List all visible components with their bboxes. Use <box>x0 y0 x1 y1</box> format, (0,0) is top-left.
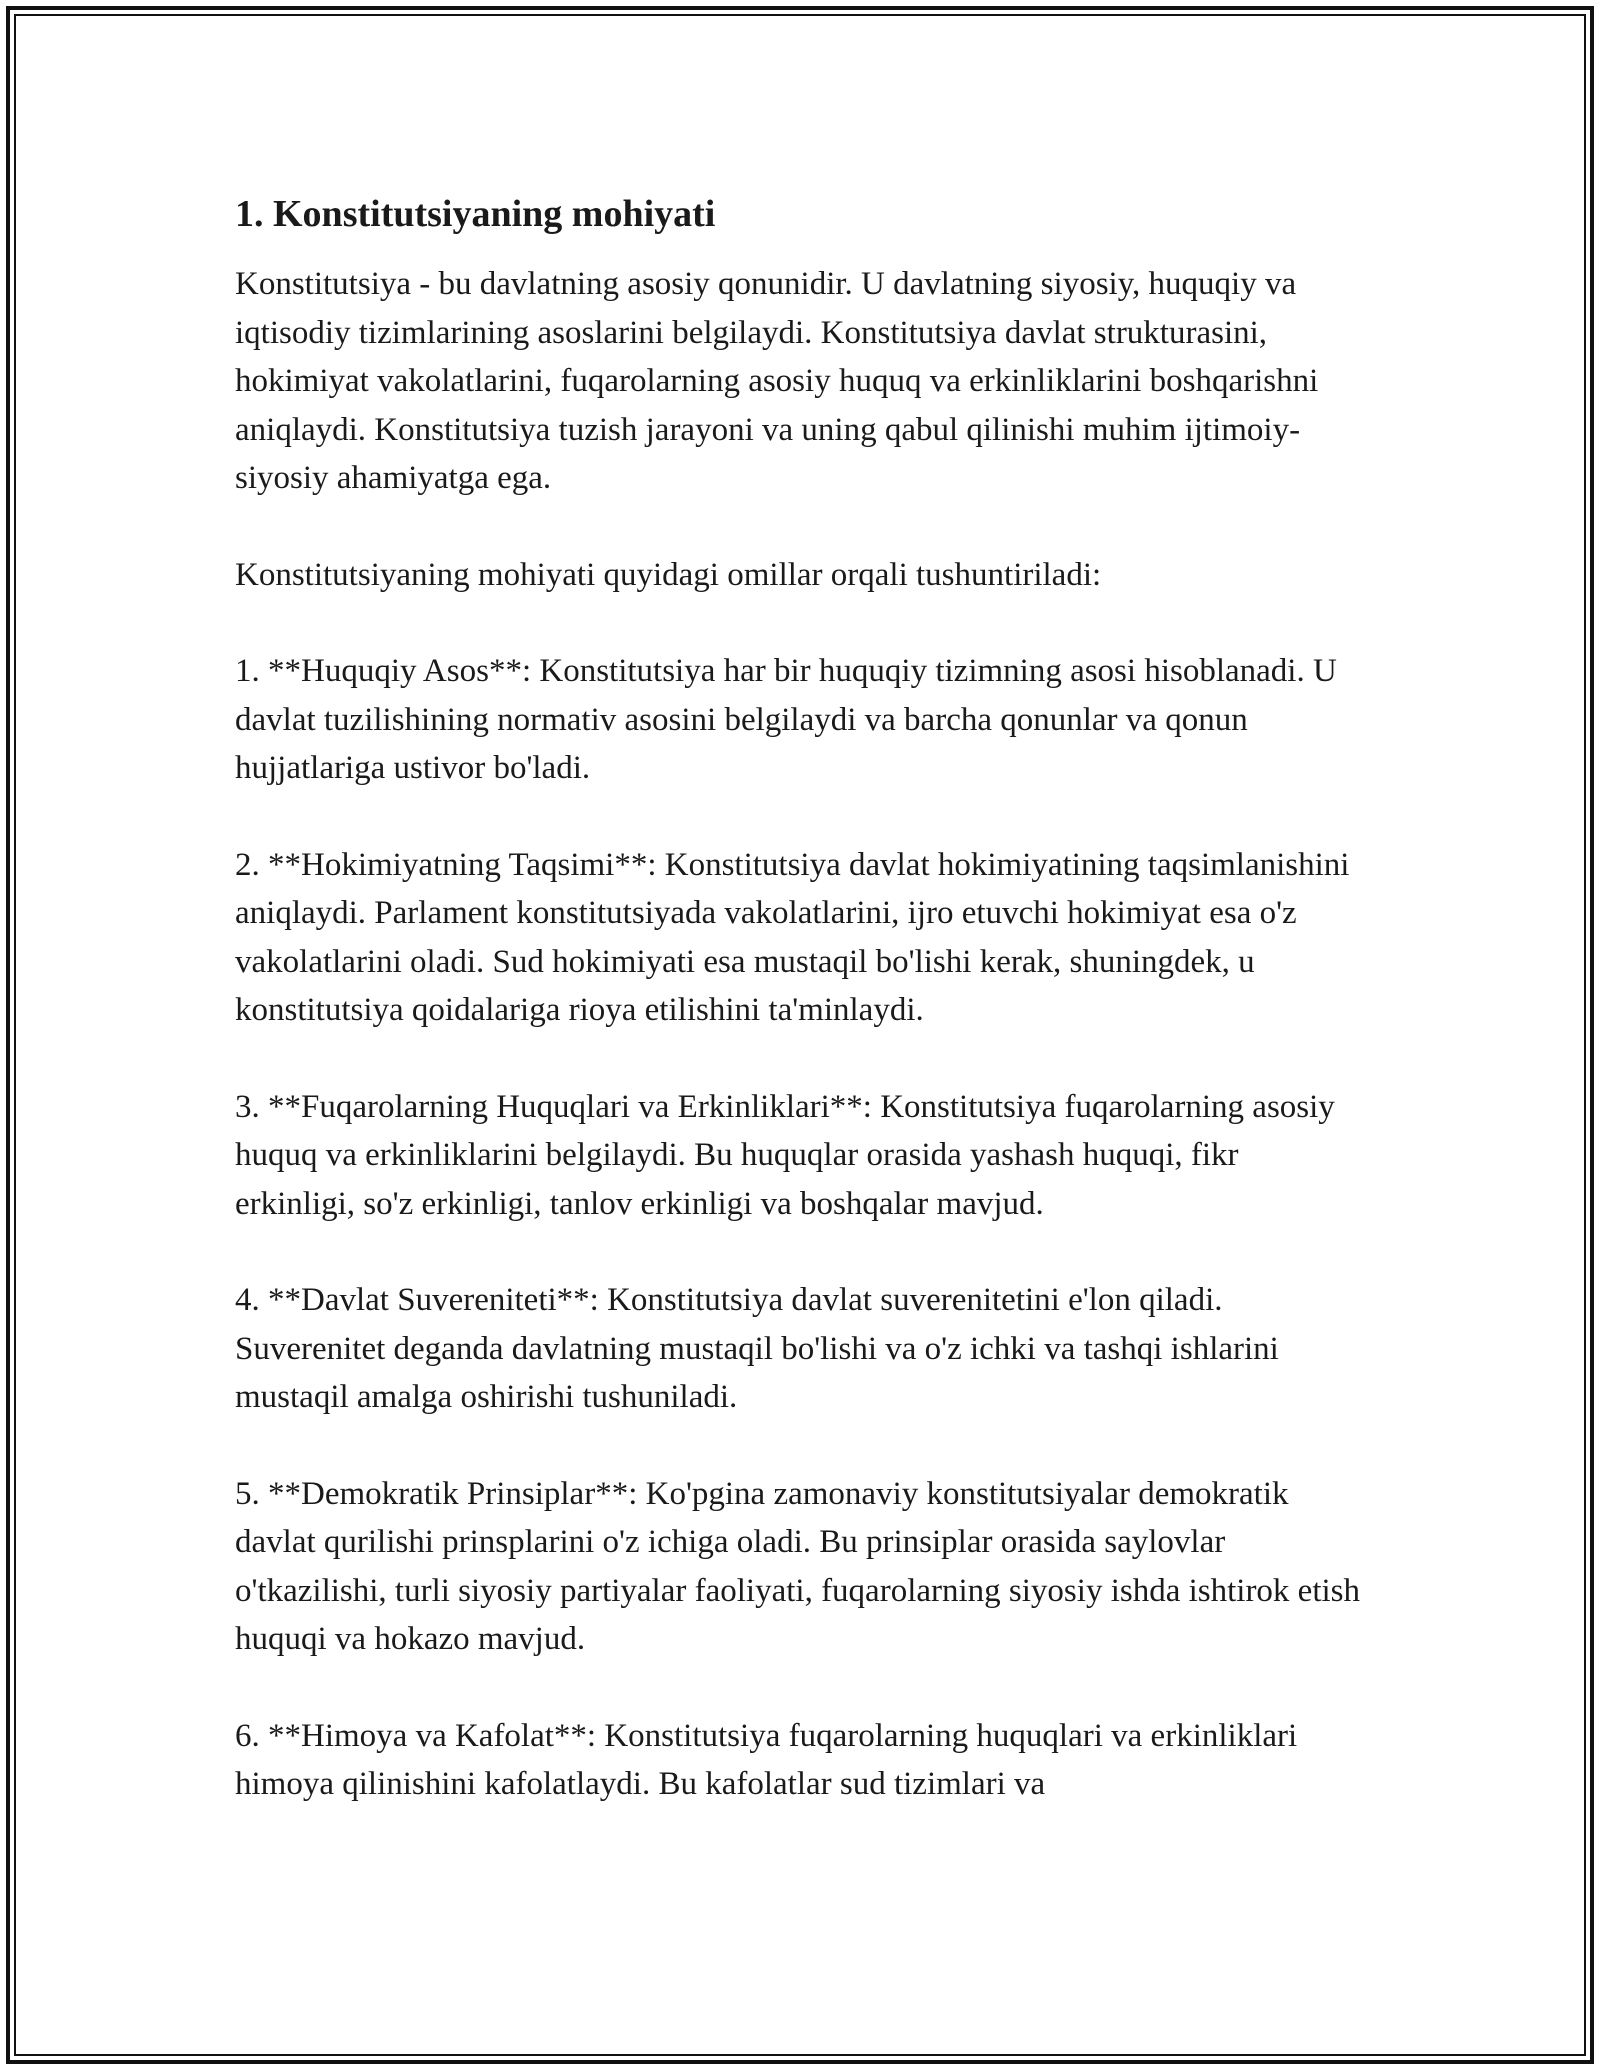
list-item-citizen-rights: 3. **Fuqarolarning Huquqlari va Erkinliklari**: Konstitutsiya fuqarolarning asosiy huquq va erkinliklarini belgilaydi. Bu huquqlar orasida yashash huquqi, fikr erkinligi, so'z erkinligi, tanlov erkinligi va boshqalar mavjud. <box>235 1088 1335 1222</box>
list-item-legal-basis: 1. **Huquqiy Asos**: Konstitutsiya har bir huquqiy tizimning asosi hisoblanadi. U davlat tuzilishining normativ asosini belgilaydi va barcha qonunlar va qonun hujjatlariga ustivor bo'ladi. <box>235 653 1337 786</box>
section-heading: 1. Konstitutsiyaning mohiyati <box>235 193 716 235</box>
lead-in-paragraph: Konstitutsiyaning mohiyati quyidagi omillar orqali tushuntiriladi: <box>235 556 1102 593</box>
document-body <box>235 190 1365 1857</box>
list-item-sovereignty: 4. **Davlat Suvereniteti**: Konstitutsiya davlat suverenitetini e'lon qiladi. Suverenitet deganda davlatning mustaqil bo'lishi va o'z ichki va tashqi ishlarini mustaqil amalga oshirishi tushuniladi. <box>235 1282 1279 1415</box>
list-item-separation-of-powers: 2. **Hokimiyatning Taqsimi**: Konstitutsiya davlat hokimiyatining taqsimlanishini aniqlaydi. Parlament konstitutsiyada vakolatlarini, ijro etuvchi hokimiyat esa o'z vakolatlarini oladi. Sud hokimiyati esa mustaqil bo'lishi kerak, shuningdek, u konstitutsiya qoidalariga rioya etilishini ta'minlaydi. <box>235 846 1350 1028</box>
list-item-protection-guarantee: 6. **Himoya va Kafolat**: Konstitutsiya fuqarolarning huquqlari va erkinliklari himoya qilinishini kafolatlaydi. Bu kafolatlar sud tizimlari va <box>235 1717 1298 1802</box>
intro-paragraph: Konstitutsiya - bu davlatning asosiy qonunidir. U davlatning siyosiy, huquqiy va iqtisodiy tizimlarining asoslarini belgilaydi. Konstitutsiya davlat strukturasini, hokimiyat vakolatlarini, fuqarolarning asosiy huquq va erkinliklarini boshqarishni aniqlaydi. Konstitutsiya tuzish jarayoni va uning qabul qilinishi muhim ijtimoiy-siyosiy ahamiyatga ega. <box>235 266 1319 496</box>
list-item-democratic-principles: 5. **Demokratik Prinsiplar**: Ko'pgina zamonaviy konstitutsiyalar demokratik davlat qurilishi prinsplarini o'z ichiga oladi. Bu prinsiplar orasida saylovlar o'tkazilishi, turli siyosiy partiyalar faoliyati, fuqarolarning siyosiy ishda ishtirok etish huquqi va hokazo mavjud. <box>235 1475 1361 1657</box>
